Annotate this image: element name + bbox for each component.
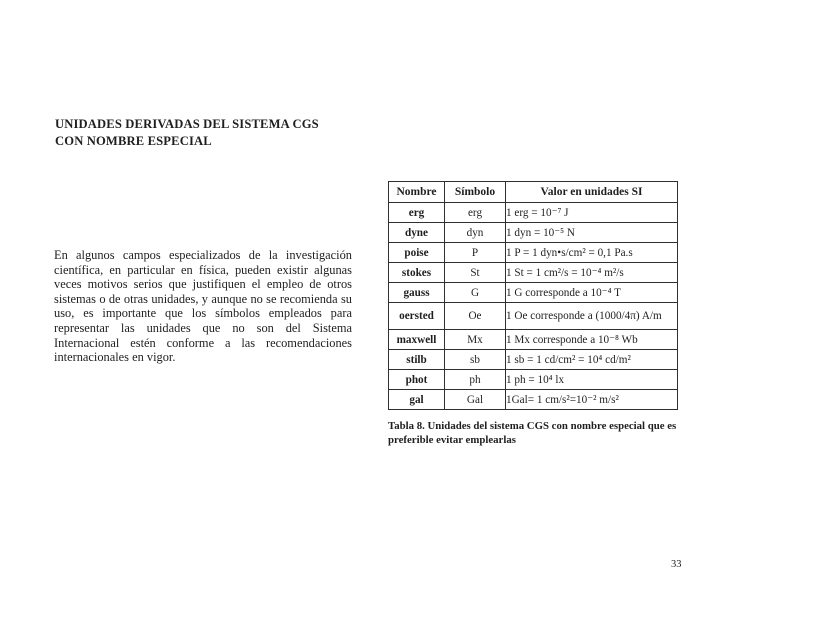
column-header-simbolo: Símbolo <box>445 182 506 203</box>
unit-si-value: 1 G corresponde a 10⁻⁴ T <box>506 283 678 303</box>
unit-si-value: 1 dyn = 10⁻⁵ N <box>506 223 678 243</box>
table-row-phot <box>389 370 678 390</box>
table-row-gal <box>389 390 678 410</box>
unit-symbol: G <box>445 283 506 303</box>
body-paragraph: En algunos campos especializados de la investigación científica, en particular en física, pueden existir algunas veces motivos serios que justifiquen el empleo de otros sistemas o de otras unidades, y aunque no se recomienda su uso, es importante que los símbolos empleados para representar las unidades que no son del Sistema Internacional estén conforme a las recomendaciones internacionales en vigor. <box>54 248 352 365</box>
table-caption-line2: preferible evitar emplearlas <box>388 433 516 446</box>
unit-symbol: Oe <box>445 303 506 330</box>
unit-symbol: sb <box>445 350 506 370</box>
unit-name: erg <box>389 203 445 223</box>
table-caption <box>388 420 698 447</box>
unit-si-value: 1 Oe corresponde a (1000/4π) A/m <box>506 303 678 330</box>
unit-symbol: P <box>445 243 506 263</box>
unit-name: stokes <box>389 263 445 283</box>
table-row-oersted <box>389 303 678 330</box>
unit-symbol: St <box>445 263 506 283</box>
unit-name: gal <box>389 390 445 410</box>
column-header-valor-si: Valor en unidades SI <box>506 182 678 203</box>
unit-si-value: 1 Mx corresponde a 10⁻⁸ Wb <box>506 330 678 350</box>
unit-symbol: Mx <box>445 330 506 350</box>
cgs-units-table <box>388 181 678 410</box>
table-row-maxwell <box>389 330 678 350</box>
unit-si-value: 1 sb = 1 cd/cm² = 10⁴ cd/m² <box>506 350 678 370</box>
table-row-gauss <box>389 283 678 303</box>
unit-name: maxwell <box>389 330 445 350</box>
table-row-dyne <box>389 223 678 243</box>
section-heading-line1: UNIDADES DERIVADAS DEL SISTEMA CGS <box>55 117 319 131</box>
table-row-stokes <box>389 263 678 283</box>
unit-name: oersted <box>389 303 445 330</box>
table-row-poise <box>389 243 678 263</box>
page-number: 33 <box>671 559 682 570</box>
unit-name: gauss <box>389 283 445 303</box>
table-caption-line1: Tabla 8. Unidades del sistema CGS con nombre especial que es <box>388 420 677 432</box>
unit-name: phot <box>389 370 445 390</box>
unit-symbol: ph <box>445 370 506 390</box>
unit-symbol: Gal <box>445 390 506 410</box>
column-header-nombre: Nombre <box>389 182 445 203</box>
unit-name: stilb <box>389 350 445 370</box>
table-row-stilb <box>389 350 678 370</box>
table-row-erg <box>389 203 678 223</box>
unit-si-value: 1 P = 1 dyn•s/cm² = 0,1 Pa.s <box>506 243 678 263</box>
unit-name: poise <box>389 243 445 263</box>
unit-si-value: 1 St = 1 cm²/s = 10⁻⁴ m²/s <box>506 263 678 283</box>
unit-name: dyne <box>389 223 445 243</box>
section-heading <box>55 116 319 149</box>
unit-symbol: erg <box>445 203 506 223</box>
unit-si-value: 1Gal= 1 cm/s²=10⁻² m/s² <box>506 390 678 410</box>
unit-symbol: dyn <box>445 223 506 243</box>
unit-si-value: 1 erg = 10⁻⁷ J <box>506 203 678 223</box>
table-header-row <box>389 182 678 203</box>
units-table-container <box>388 181 678 410</box>
section-heading-line2: CON NOMBRE ESPECIAL <box>55 133 212 148</box>
unit-si-value: 1 ph = 10⁴ lx <box>506 370 678 390</box>
